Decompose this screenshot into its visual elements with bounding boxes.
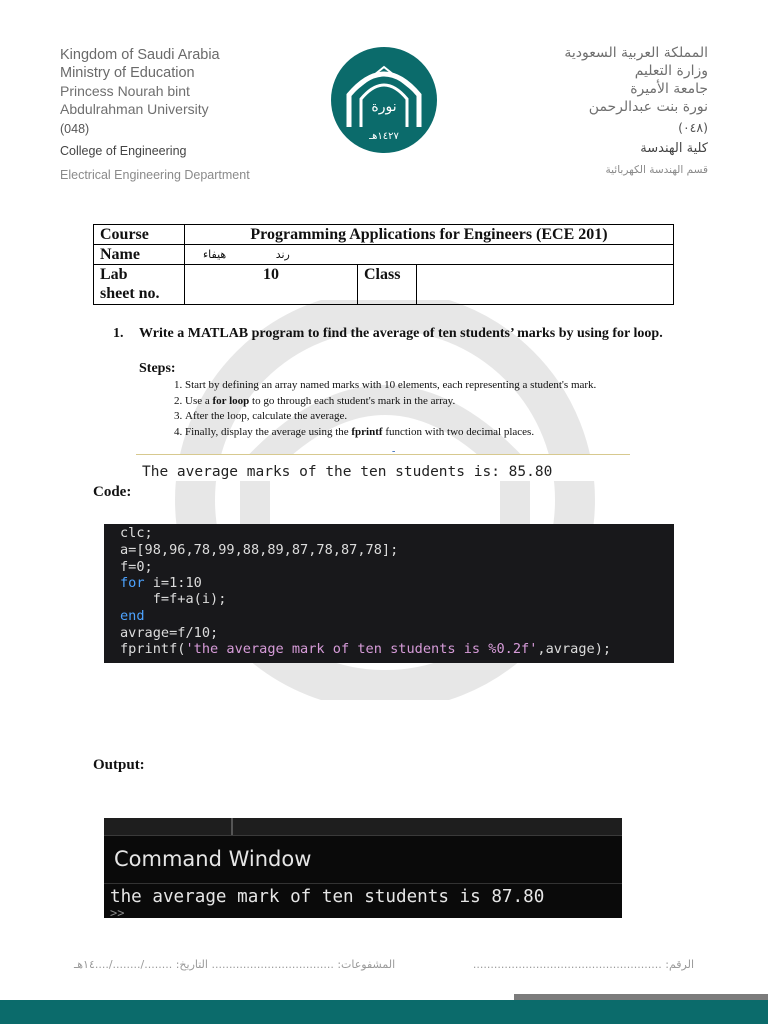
code-line: avrage=f/10;: [120, 625, 219, 641]
logo-lettering: نورة: [371, 99, 397, 115]
code-line: a=[98,96,78,99,88,89,87,78,87,78];: [120, 542, 399, 558]
kingdom-text: Kingdom of Saudi Arabia: [60, 47, 220, 63]
footer-attachments-date: المشفوعات: ................................... التاريخ: ......../......../....١٤هـ: [74, 958, 396, 971]
lab-label-line2: sheet no.: [100, 285, 160, 302]
class-label: Class: [358, 265, 417, 305]
code-line: for i=1:10: [120, 575, 202, 591]
course-value: Programming Applications for Engineers (ECE 201): [185, 225, 674, 245]
command-window-toolbar: [104, 818, 622, 836]
lab-label-line1: Lab: [100, 266, 128, 283]
university-text-2: Abdulrahman University: [60, 101, 209, 117]
step-item: 3. After the loop, calculate the average.: [185, 409, 705, 425]
step-item: 1. Start by defining an array named marks with 10 elements, each representing a student's mark.: [185, 378, 705, 394]
question-number: 1.: [113, 326, 124, 341]
university-logo: [327, 45, 441, 155]
code-line: fprintf('the average mark of ten students is %0.2f',avrage);: [120, 641, 612, 657]
question-text: Write a MATLAB program to find the average of ten students’ marks by using for loop.: [139, 326, 663, 341]
expected-output-text: The average marks of the ten students is: 85.80: [142, 464, 553, 480]
command-output: the average mark of ten students is 87.80: [110, 887, 545, 907]
page-footer: [60, 958, 708, 978]
steps-list: [160, 378, 705, 440]
college-name: College of Engineering: [60, 144, 187, 158]
name-label: Name: [94, 245, 185, 265]
command-prompt[interactable]: >>: [110, 908, 125, 918]
code-line: f=0;: [120, 559, 153, 575]
output-heading: Output:: [93, 757, 145, 773]
code-number-ar: (٠٤٨): [678, 120, 708, 135]
department-name-ar: قسم الهندسة الكهربائية: [605, 164, 708, 176]
question-1: [113, 325, 673, 343]
lab-info-table: [93, 224, 674, 305]
expected-output-box: [136, 446, 630, 481]
keyword: for: [120, 575, 145, 591]
class-value: [417, 265, 674, 305]
step-item: 4. Finally, display the average using the fprintf function with two decimal places.: [185, 425, 705, 441]
command-window-title: Command Window: [114, 847, 312, 871]
logo-year: ١٤٢٧هـ: [369, 131, 399, 142]
student-name-1: هيفاء: [203, 248, 227, 261]
code-editor: [104, 524, 674, 663]
university-text-1: Princess Nourah bint: [60, 83, 190, 99]
code-line: clc;: [120, 525, 153, 541]
ministry-text: Ministry of Education: [60, 65, 195, 81]
code-line: [120, 608, 145, 624]
letterhead-english: [60, 46, 250, 182]
university-text-ar-2: نورة بنت عبدالرحمن: [588, 99, 708, 115]
name-value: [185, 245, 674, 265]
letterhead-arabic: [564, 44, 708, 176]
department-name: Electrical Engineering Department: [60, 168, 250, 182]
code-line: f=f+a(i);: [120, 591, 227, 607]
lab-sheet-number: 10: [185, 265, 358, 305]
university-text-ar-1: جامعة الأميرة: [630, 81, 708, 97]
footer-bar-teal: [0, 1000, 768, 1024]
cursor-mark: -: [392, 446, 396, 457]
keyword: end: [120, 608, 145, 624]
code-number: (048): [60, 122, 90, 136]
student-name-2: رند: [275, 248, 290, 261]
command-window: [104, 818, 622, 918]
kingdom-text-ar: المملكة العربية السعودية: [564, 45, 708, 61]
step-item: 2. Use a for loop to go through each student's mark in the array.: [185, 394, 705, 410]
code-heading: Code:: [93, 484, 132, 500]
steps-heading: Steps:: [139, 361, 176, 376]
string-literal: 'the average mark of ten students is %0.2f': [185, 641, 538, 657]
course-label: Course: [94, 225, 185, 245]
lab-sheet-label: [94, 265, 185, 305]
ministry-text-ar: وزارة التعليم: [634, 63, 708, 79]
college-name-ar: كلية الهندسة: [640, 141, 708, 156]
footer-reference-number: الرقم: ......................................................: [472, 958, 694, 971]
